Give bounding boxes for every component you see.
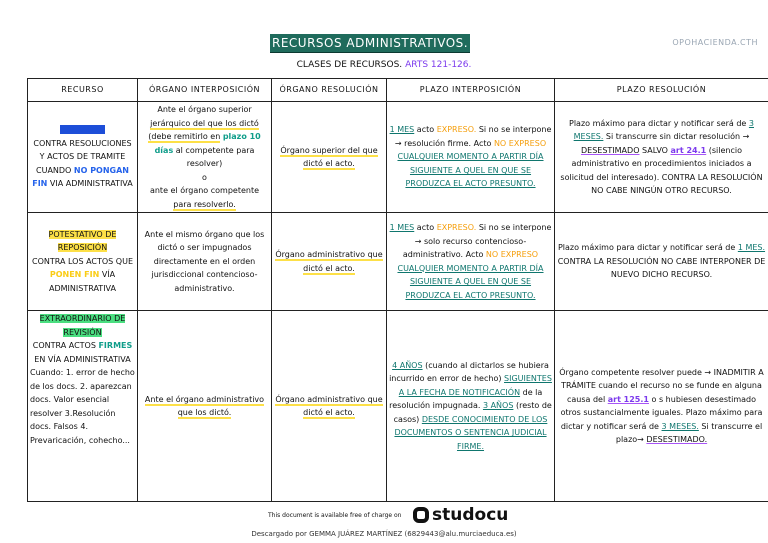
desestimado: DESESTIMADO [580, 145, 640, 155]
desestimado: DESESTIMADO. [646, 435, 708, 444]
text: de la resolución impugnada. [389, 387, 543, 411]
recurso-cases: Cuando: 1. error de hecho de los docs. 2. aparezcan docs. Valor esencial resolver 3.Resolución docs. Falsos 4. Prevaricación, cohecho... [30, 368, 135, 445]
subtitle-text: CLASES DE RECURSOS. [296, 60, 403, 70]
text: Ante el órgano superior [157, 105, 252, 114]
header-organo-resolucion: ÓRGANO RESOLUCIÓN [272, 79, 387, 102]
plazo-3-meses: 3 MESES. [573, 118, 754, 141]
subtitle [0, 60, 768, 70]
expreso: EXPRESO. [436, 223, 477, 232]
recurso-name: EXTRAORDINARIO DE REVISIÓN [39, 314, 126, 337]
plazo-4-anos: 4 AÑOS [392, 360, 423, 370]
text: CONTRA LA RESOLUCIÓN NO CABE INTERPONER DE NUEVO DICHO RECURSO. [557, 256, 766, 280]
text: DESDE CONOCIMIENTO DE LOS DOCUMENTOS O SENTENCIA JUDICIAL FIRME. [394, 414, 548, 451]
art-24-1: art 24.1 [670, 145, 707, 155]
recurso-desc: CONTRA RESOLUCIONES Y ACTOS DE TRAMITE CUANDO [33, 138, 132, 175]
recurso-desc-tail: VÍA ADMINISTRATIVA [49, 270, 116, 293]
plazo-3-meses: 3 MESES. [661, 421, 699, 431]
text: Si no se interpone → solo recurso contencioso-administrativo. Acto [402, 223, 552, 259]
header-plazo-resolucion: PLAZO RESOLUCIÓN [555, 79, 768, 102]
cell-organo-interposicion-revision [138, 311, 272, 502]
recurso-desc: CONTRA ACTOS [32, 341, 96, 350]
text: Plazo máximo para dictar y notificar será de [569, 118, 747, 128]
cell-organo-interposicion-reposicion [138, 213, 272, 311]
text: para resolverlo. [173, 199, 236, 209]
text: SALVO [642, 145, 668, 155]
plazo-3-anos: 3 AÑOS [482, 401, 514, 411]
text: Órgano superior del que dictó el acto. [280, 145, 378, 168]
text: Órgano competente resolver puede → INADMITIR A TRÁMITE cuando el recurso no se funde en alguna causa del [559, 367, 764, 404]
text: Ante el órgano administrativo que los dictó. [144, 394, 265, 417]
firmes: FIRMES [98, 341, 133, 350]
cell-plazo-resolucion-revision [555, 311, 768, 502]
header-plazo-interposicion: PLAZO INTERPOSICIÓN [387, 79, 555, 102]
cell-organo-resolucion-reposicion [272, 213, 387, 311]
ponen-fin: PONEN FIN [49, 270, 100, 280]
brand-watermark: OPOHACIENDA.CTH [672, 38, 758, 47]
text: Si no se interpone → resolución firme. Acto [394, 125, 552, 148]
header-recurso: RECURSO [28, 79, 138, 102]
text: Órgano administrativo que dictó el acto. [275, 250, 383, 273]
cell-plazo-resolucion-reposicion [555, 213, 768, 311]
text: Plazo máximo para dictar y notificar será de [557, 243, 736, 253]
table-row-revision [28, 311, 768, 502]
text: CUALQUIER MOMENTO A PARTIR DÍA SIGUIENTE A QUEL EN QUE SE PRODUZCA EL ACTO PRESUNTO. [397, 152, 544, 189]
recursos-table [27, 78, 768, 502]
header-organo-interposicion: ÓRGANO INTERPOSICIÓN [138, 79, 272, 102]
studocu-logo[interactable] [413, 505, 508, 525]
cell-recurso-reposicion [28, 213, 138, 311]
text: jerárquico del que los dictó (debe remitirlo en [148, 118, 259, 141]
text: (cuando al dictarlos se hubiera incurrido en error de hecho) [389, 360, 549, 384]
cell-plazo-interposicion-alzada [387, 102, 555, 213]
cell-recurso-revision [28, 311, 138, 502]
recurso-desc-tail: EN VÍA ADMINISTRATIVA [34, 354, 131, 364]
text: acto [416, 125, 435, 135]
recurso-name: POTESTATIVO DE REPOSICIÓN [48, 229, 117, 253]
plazo-1-mes: 1 MES. [737, 243, 766, 253]
recurso-desc: CONTRA LOS ACTOS QUE [31, 256, 134, 266]
no-expreso: NO EXPRESO [485, 250, 539, 259]
document-title: RECURSOS ADMINISTRATIVOS. [270, 34, 470, 53]
text: al competente para resolver) [175, 145, 255, 168]
plazo-1-mes: 1 MES [389, 223, 415, 232]
no-pongan-fin: NO PONGAN FIN [32, 165, 129, 189]
cell-plazo-interposicion-revision [387, 311, 555, 502]
expreso: EXPRESO. [436, 125, 477, 135]
studocu-logo-text: studocu [432, 505, 509, 525]
text: ante el órgano competente [149, 186, 260, 195]
text: Si transcurre sin dictar resolución → [605, 132, 750, 141]
plazo-1-mes: 1 MES [389, 125, 415, 135]
footer-downloaded-by: Descargado por GEMMA JUÁREZ MARTÍNEZ (6829443@alu.murciaeduca.es) [251, 530, 517, 538]
studocu-logo-icon [413, 507, 429, 523]
footer-free-text: This document is available free of charge on [268, 512, 402, 519]
text: Órgano administrativo que dictó el acto. [275, 394, 383, 417]
text: acto [416, 223, 435, 232]
cell-plazo-resolucion-alzada [555, 102, 768, 213]
cell-plazo-interposicion-reposicion [387, 213, 555, 311]
subtitle-arts: ARTS 121-126. [405, 60, 472, 70]
plazo-10-dias: plazo 10 días [154, 132, 261, 155]
text: (silencio administrativo en procedimientos iniciados a solicitud del interesado). CONTRA LA RESOLUCIÓN NO CABE NINGÚN OTRO RECURSO. [560, 145, 763, 195]
text: o [202, 172, 207, 182]
text: SIGUIENTES A LA FECHA DE NOTIFICACIÓN [398, 374, 552, 397]
art-125-1: art 125.1 [607, 394, 649, 404]
no-expreso: NO EXPRESO [493, 138, 547, 148]
recurso-desc-tail: VIA ADMINISTRATIVA [49, 179, 133, 189]
text: o s hubiesen desestimado otros sustancialmente iguales. Plazo máximo para dictar y notificar será de [560, 394, 763, 431]
cell-organo-interposicion-alzada [138, 102, 272, 213]
cell-recurso-alzada [28, 102, 138, 213]
cell-organo-resolucion-revision [272, 311, 387, 502]
text: (resto de casos) [393, 401, 552, 424]
text: CUALQUIER MOMENTO A PARTIR DÍA SIGUIENTE A QUEL EN QUE SE PRODUZCA EL ACTO PRESUNTO. [397, 263, 544, 300]
cell-organo-resolucion-alzada [272, 102, 387, 213]
table-header-row [28, 79, 768, 102]
text: Ante el mismo órgano que los dictó o ser impugnados directamente en el orden jurisdiccional contencioso-administrativo. [144, 229, 265, 293]
recurso-name: ALZADA [60, 125, 104, 134]
text: Si transcurre el plazo→ [615, 421, 763, 444]
table-row-reposicion [28, 213, 768, 311]
table-row-alzada [28, 102, 768, 213]
